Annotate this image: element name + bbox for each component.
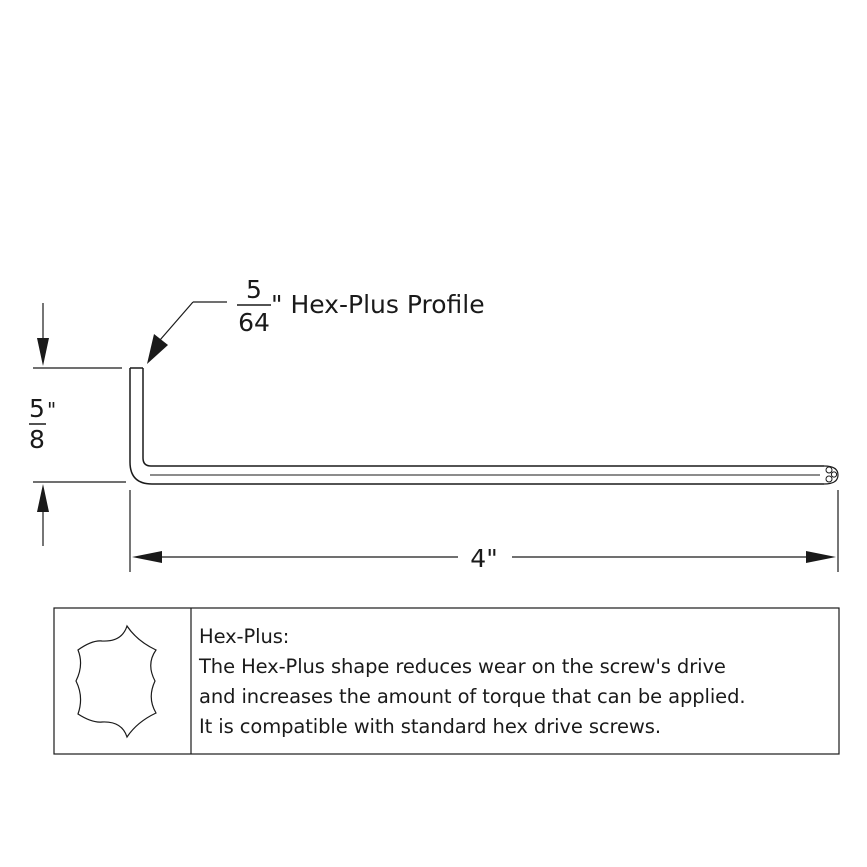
info-line-1: The Hex-Plus shape reduces wear on the screw's drive [199,655,726,678]
short-arm-numerator: 5 [29,394,45,423]
ball-end [824,466,838,484]
short-arm-dimension [29,303,126,546]
info-title: Hex-Plus: [199,625,290,648]
info-line-2: and increases the amount of torque that can be applied. [199,685,746,708]
profile-label-text: " Hex-Plus Profile [271,290,485,319]
long-arm-dimension [130,490,838,573]
profile-callout [147,275,485,364]
hex-key [130,368,838,484]
info-description [199,622,839,742]
long-arm-dimension-label: 4" [470,544,498,573]
short-arm-denominator: 8 [29,425,45,454]
profile-label-denominator: 64 [238,308,270,337]
profile-label-numerator: 5 [246,275,262,304]
info-line-3: It is compatible with standard hex drive screws. [199,715,661,738]
short-arm-unit: " [47,398,57,422]
hex-plus-profile-icon [76,626,156,737]
